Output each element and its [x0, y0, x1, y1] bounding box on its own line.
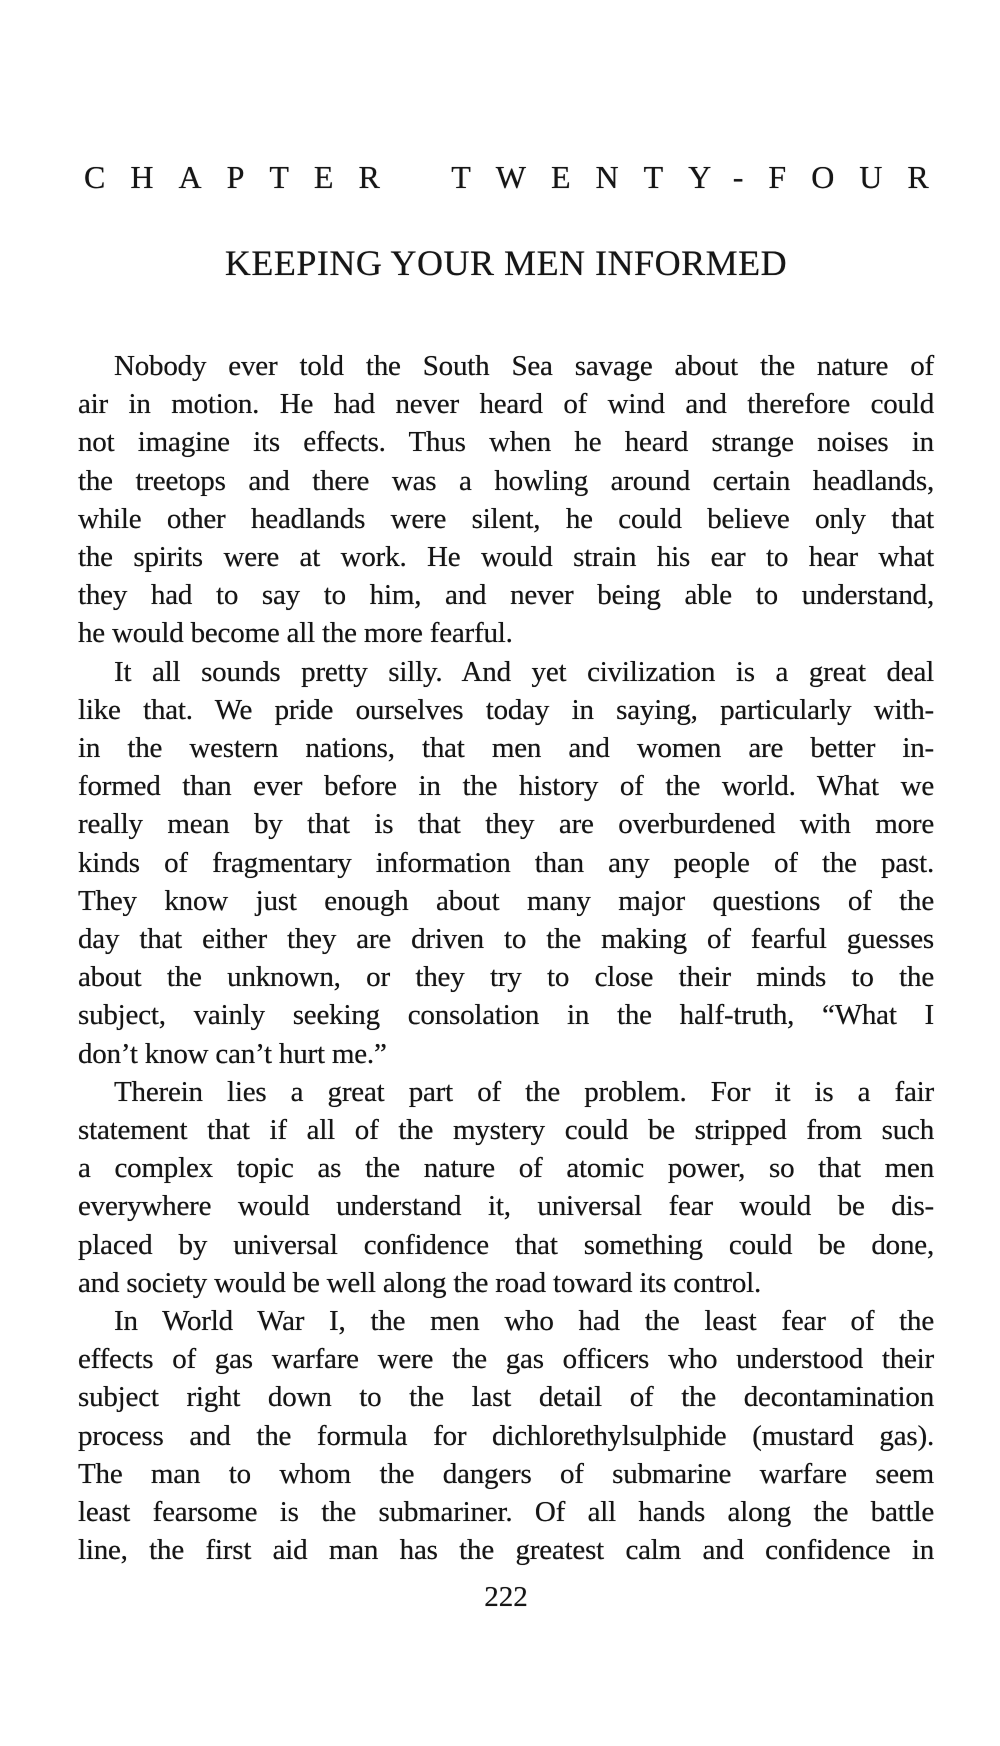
page-number: 222	[484, 1581, 528, 1613]
text-line: line, the first aid man has the greatest calm and confidence in	[78, 1534, 934, 1567]
text-line: about the unknown, or they try to close their minds to the	[78, 961, 934, 994]
chapter-title: KEEPING YOUR MEN INFORMED	[224, 243, 788, 283]
text-line: It all sounds pretty silly. And yet civilization is a great deal	[114, 655, 934, 688]
text-line: the spirits were at work. He would strain his ear to hear what	[78, 541, 934, 574]
text-line: Nobody ever told the South Sea savage about the nature of	[114, 350, 934, 382]
text-line: They know just enough about many major questions of the	[78, 884, 934, 917]
text-line: The man to whom the dangers of submarine warfare seem	[78, 1457, 934, 1490]
text-line: and society would be well along the road toward its control.	[78, 1266, 762, 1299]
text-line: like that. We pride ourselves today in saying, particularly with-	[78, 693, 934, 726]
text-line: everywhere would understand it, universal fear would be dis-	[78, 1190, 934, 1223]
text-line: placed by universal confidence that something could be done,	[78, 1228, 934, 1261]
text-line: not imagine its effects. Thus when he heard strange noises in	[78, 426, 934, 459]
text-line: the treetops and there was a howling around certain headlands,	[78, 464, 934, 497]
text-line: subject, vainly seeking consolation in the half-truth, “What I	[78, 999, 934, 1032]
text-line: day that either they are driven to the making of fearful guesses	[78, 923, 934, 956]
chapter-heading: CHAPTER TWENTY-FOUR	[84, 159, 954, 195]
text-line: formed than ever before in the history of the world. What we	[78, 770, 934, 803]
text-line: don’t know can’t hurt me.”	[78, 1037, 387, 1070]
text-line: subject right down to the last detail of the decontamination	[78, 1381, 934, 1414]
text-line: least fearsome is the submariner. Of all hands along the battle	[78, 1496, 934, 1529]
text-line: statement that if all of the mystery could be stripped from such	[78, 1114, 934, 1147]
text-line: while other headlands were silent, he could believe only that	[78, 502, 934, 535]
text-line: really mean by that is that they are overburdened with more	[78, 808, 934, 841]
text-line: in the western nations, that men and women are better in-	[78, 732, 934, 765]
text-line: air in motion. He had never heard of wind and therefore could	[78, 388, 934, 421]
text-line: Therein lies a great part of the problem. For it is a fair	[114, 1075, 934, 1108]
text-line: In World War I, the men who had the least fear of the	[114, 1305, 934, 1338]
body-text	[78, 347, 934, 1570]
text-line: process and the formula for dichlorethylsulphide (mustard gas).	[78, 1419, 934, 1452]
text-line: a complex topic as the nature of atomic power, so that men	[78, 1152, 934, 1185]
text-line: he would become all the more fearful.	[78, 617, 513, 650]
text-line: they had to say to him, and never being able to understand,	[78, 579, 934, 612]
text-line: kinds of fragmentary information than any people of the past.	[78, 846, 934, 879]
text-line: effects of gas warfare were the gas officers who understood their	[78, 1343, 934, 1376]
